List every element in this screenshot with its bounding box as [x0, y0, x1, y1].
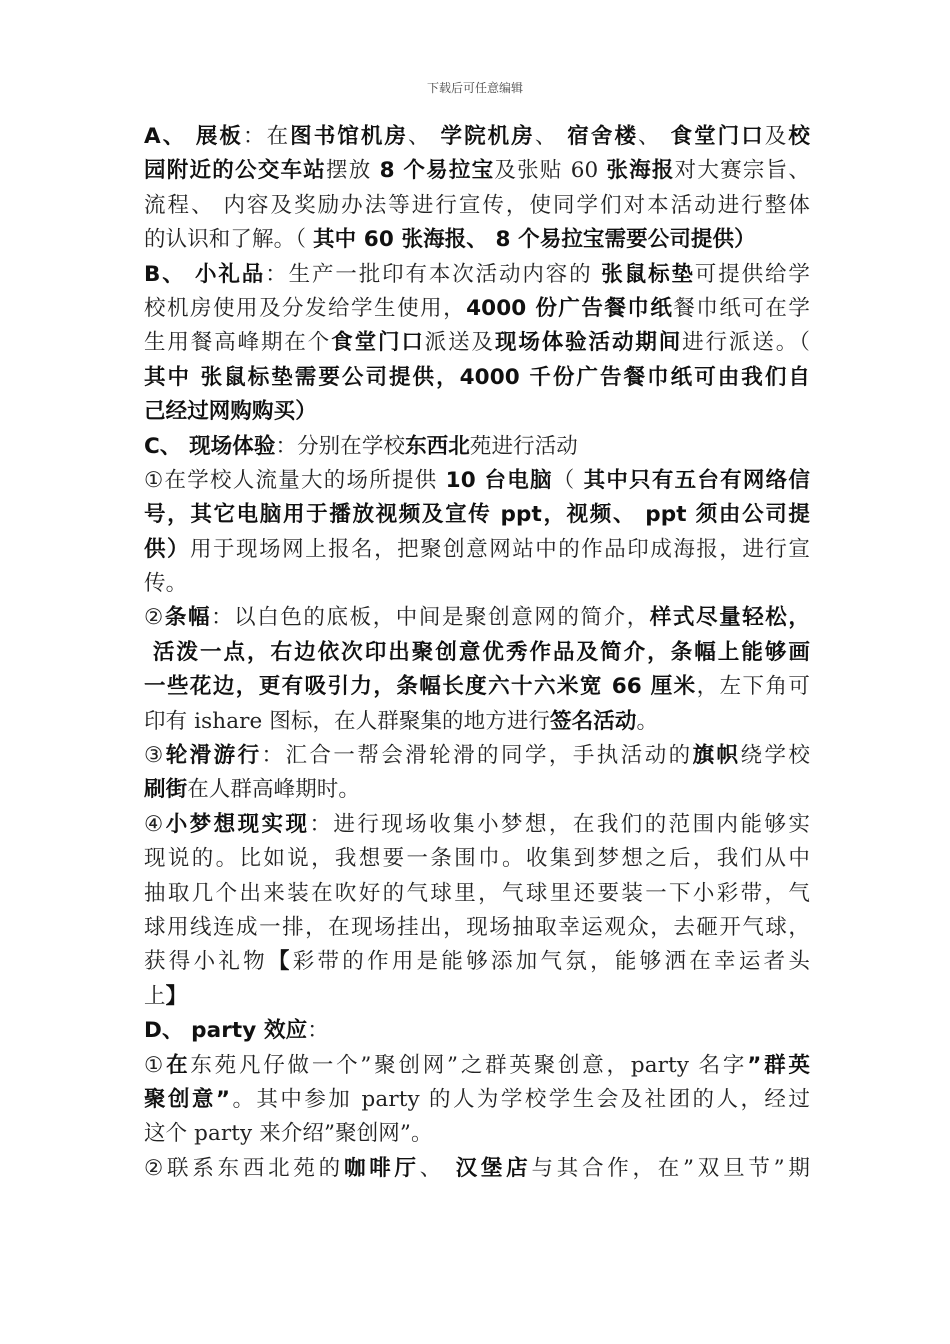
text-line: ②条幅：以白色的底板，中间是聚创意网的简介，样式尽量轻松，	[144, 605, 811, 631]
document-body	[144, 120, 810, 1186]
text-line: B、 小礼品：生产一批印有本次活动内容的 张鼠标垫可提供给学	[144, 261, 810, 287]
text-line: 获得小礼物【彩带的作用是能够添加气氛，能够洒在幸运者头	[144, 949, 810, 975]
text-line: ①在学校人流量大的场所提供 10 台电脑（ 其中只有五台有网络信	[144, 467, 810, 493]
text-line: 上】	[144, 983, 188, 1009]
text-line: 己经过网购购买）	[144, 399, 317, 425]
text-line: 的认识和了解。（ 其中 60 张海报、 8 个易拉宝需要公司提供）	[144, 227, 756, 253]
text-line: 生用餐高峰期在个食堂门口派送及现场体验活动期间进行派送。（	[144, 330, 810, 356]
text-line: 这个 party 来介绍”聚创网”。	[144, 1121, 433, 1147]
text-line: 供）用于现场网上报名，把聚创意网站中的作品印成海报，进行宣	[144, 536, 810, 562]
text-line: 校机房使用及分发给学生使用，4000 份广告餐巾纸餐巾纸可在学	[144, 295, 810, 321]
text-line: ②联系东西北苑的咖啡厅、 汉堡店与其合作，在”双旦节”期	[144, 1155, 810, 1181]
text-line: A、 展板：在图书馆机房、 学院机房、 宿舍楼、 食堂门口及校	[144, 124, 810, 149]
text-line: D、 party 效应：	[144, 1018, 329, 1044]
text-line: 一些花边，更有吸引力，条幅长度六十六米宽 66 厘米，左下角可	[144, 674, 810, 700]
text-line: 球用线连成一排，在现场挂出，现场抽取幸运观众，去砸开气球，	[144, 914, 810, 940]
text-line: ④小梦想现实现：进行现场收集小梦想，在我们的范围内能够实	[144, 811, 811, 837]
text-line: 园附近的公交车站摆放 8 个易拉宝及张贴 60 张海报对大赛宗旨、	[144, 158, 810, 184]
text-line: 抽取几个出来装在吹好的气球里，气球里还要装一下小彩带，气	[144, 880, 810, 906]
text-line: 流程、 内容及奖励办法等进行宣传，使同学们对本活动进行整体	[144, 192, 810, 218]
text-line: ③轮滑游行：汇合一帮会滑轮滑的同学，手执活动的旗帜绕学校	[144, 743, 810, 769]
page-header: 下载后可任意编辑	[426, 81, 523, 95]
text-line: 现说的。比如说，我想要一条围巾。收集到梦想之后，我们从中	[144, 846, 810, 872]
text-line: C、 现场体验：分别在学校东西北苑进行活动	[144, 433, 578, 459]
text-line: 聚创意”。其中参加 party 的人为学校学生会及社团的人，经过	[144, 1086, 810, 1112]
text-line: 印有 ishare 图标，在人群聚集的地方进行签名活动。	[144, 708, 659, 734]
text-line: ①在东苑凡仔做一个”聚创网”之群英聚创意，party 名字”群英	[144, 1052, 811, 1078]
text-line: 其中 张鼠标垫需要公司提供，4000 千份广告餐巾纸可由我们自	[144, 364, 810, 390]
text-line: 活泼一点，右边依次印出聚创意优秀作品及简介，条幅上能够画	[152, 639, 810, 665]
text-line: 号，其它电脑用于播放视频及宣传 ppt，视频、 ppt 须由公司提	[144, 502, 810, 528]
text-line: 传。	[144, 571, 188, 597]
text-line: 刷街在人群高峰期时。	[144, 777, 361, 803]
